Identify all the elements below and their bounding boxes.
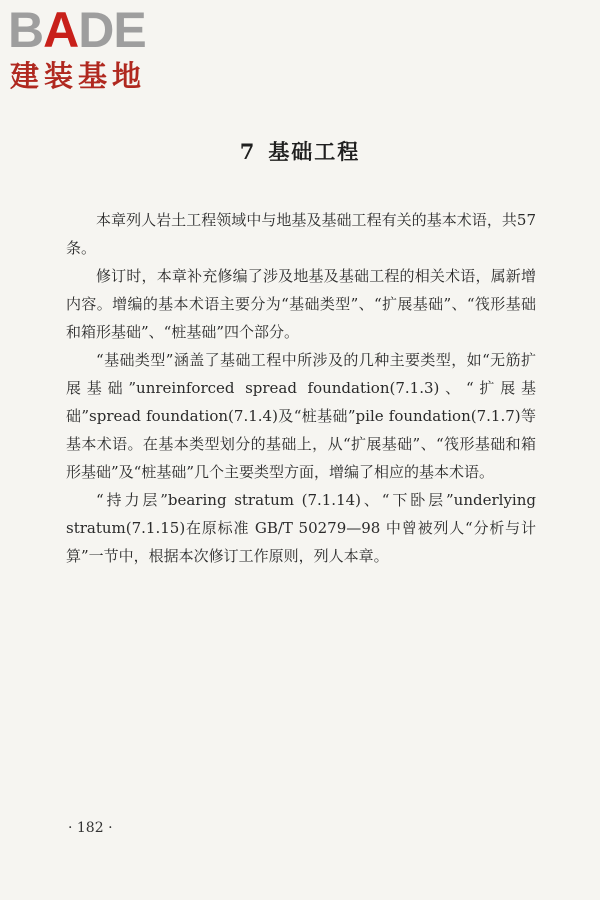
paragraph: “基础类型”涵盖了基础工程中所涉及的几种主要类型，如“无筋扩展基础”unreinforced spread foundation(7.1.3)、“扩展基础”spread foundation(7.1.4)及“桩基础”pile foundation(7.1.7)等基本术语。在基本类型划分的基础上，从“扩展基础”、“筏形基础和箱形基础”及“桩基础”几个主要类型方面，增编了相应的基本术语。 xyxy=(66,351,536,481)
paragraph: 修订时，本章补充修编了涉及地基及基础工程的相关术语，属新增内容。增编的基本术语主要分为“基础类型”、“扩展基础”、“筏形基础和箱形基础”、“桩基础”四个部分。 xyxy=(66,267,536,341)
chapter-title: 基础工程 xyxy=(268,139,361,164)
logo-letter-a-accent: A xyxy=(43,2,79,58)
logo-subtitle: 建装基地 xyxy=(10,59,147,93)
bade-logo xyxy=(8,4,178,94)
chapter-number: 7 xyxy=(239,139,257,164)
chapter-heading xyxy=(0,136,600,166)
paragraph: “持力层”bearing stratum (7.1.14)、“下卧层”underlying stratum(7.1.15)在原标准 GB/T 50279—98 中曾被列人“分析与计算”一节中，根据本次修订工作原则，列人本章。 xyxy=(66,491,536,565)
logo-letters-de: DE xyxy=(78,2,146,58)
paragraph: 本章列人岩土工程领域中与地基及基础工程有关的基本术语，共57条。 xyxy=(66,211,536,257)
logo-letter-b: B xyxy=(8,2,44,58)
logo-wordmark xyxy=(8,4,146,56)
page-number: · 182 · xyxy=(68,820,113,836)
chapter-body xyxy=(66,206,536,570)
